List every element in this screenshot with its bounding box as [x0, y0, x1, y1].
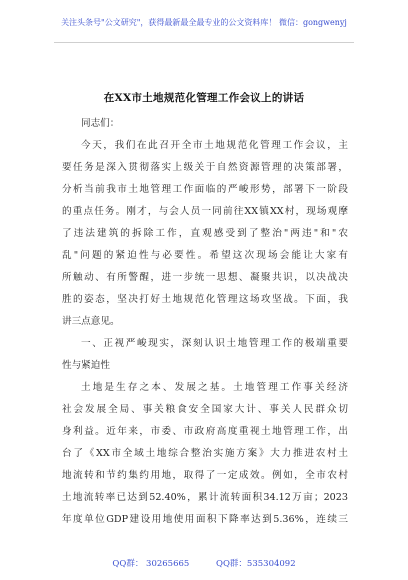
section-heading-line: 性与紧迫性: [62, 360, 110, 371]
paragraph-line: 今天，我们在此召开全市土地规范化管理工作会议，主: [81, 140, 348, 151]
paragraph-line: 社会发展全局、事关粮食安全国家大计、事关人民群众切: [62, 404, 348, 415]
paragraph-line: 地流转和节约集约用地，取得了一定成效。例如，全市农村: [62, 470, 348, 481]
footer-qq-group-2: QQ群：535304092: [216, 559, 296, 569]
paragraph-line: 的重点任务。刚才，与会人员一同前往XX镇XX村，现场观摩: [62, 206, 348, 217]
paragraph-line: 土地是生存之本、发展之基。土地管理工作事关经济: [81, 382, 348, 393]
paragraph-line: 要任务是深入贯彻落实上级关于自然资源管理的决策部署，: [62, 162, 348, 173]
header-divider: [54, 42, 354, 43]
paragraph-line: 讲三点意见。: [62, 316, 120, 327]
paragraph-line: 了违法建筑的拆除工作，直观感受到了整治"两违"和"农: [62, 228, 348, 239]
paragraph-line: 台了《XX市全域土地综合整治实施方案》大力推进农村土: [62, 448, 348, 459]
paragraph-line: 土地流转率已达到52.40%，累计流转面积34.12万亩；2023: [62, 492, 348, 503]
footer-contacts: [0, 557, 408, 569]
paragraph-line: 年度单位GDP建设用地使用面积下降率达到5.36%，连续三: [62, 514, 348, 525]
paragraph-line: 胜的姿态，坚决打好土地规范化管理这场攻坚战。下面，我: [62, 294, 348, 305]
header-banner: 关注头条号"公文研究"，获得最新最全最专业的公文资料库！ 微信：gongwenyj: [61, 18, 347, 27]
document-title: 在XX市土地规范化管理工作会议上的讲话: [103, 92, 305, 104]
section-heading-line: 一、正视严峻现实，深刻认识土地管理工作的极端重要: [81, 338, 348, 349]
paragraph-line: 所触动、有所警醒，进一步统一思想、凝聚共识，以决战决: [62, 272, 348, 283]
paragraph-line: 乱"问题的紧迫性与必要性。希望这次现场会能让大家有: [62, 250, 348, 261]
paragraph-line: 身利益。近年来，市委、市政府高度重视土地管理工作，出: [62, 426, 348, 437]
salutation-line: 同志们：: [81, 118, 120, 129]
paragraph-line: 分析当前我市土地管理工作面临的严峻形势，部署下一阶段: [62, 184, 348, 195]
document-body: [62, 113, 348, 531]
footer-qq-group-1: QQ群： 30265665: [112, 559, 190, 569]
